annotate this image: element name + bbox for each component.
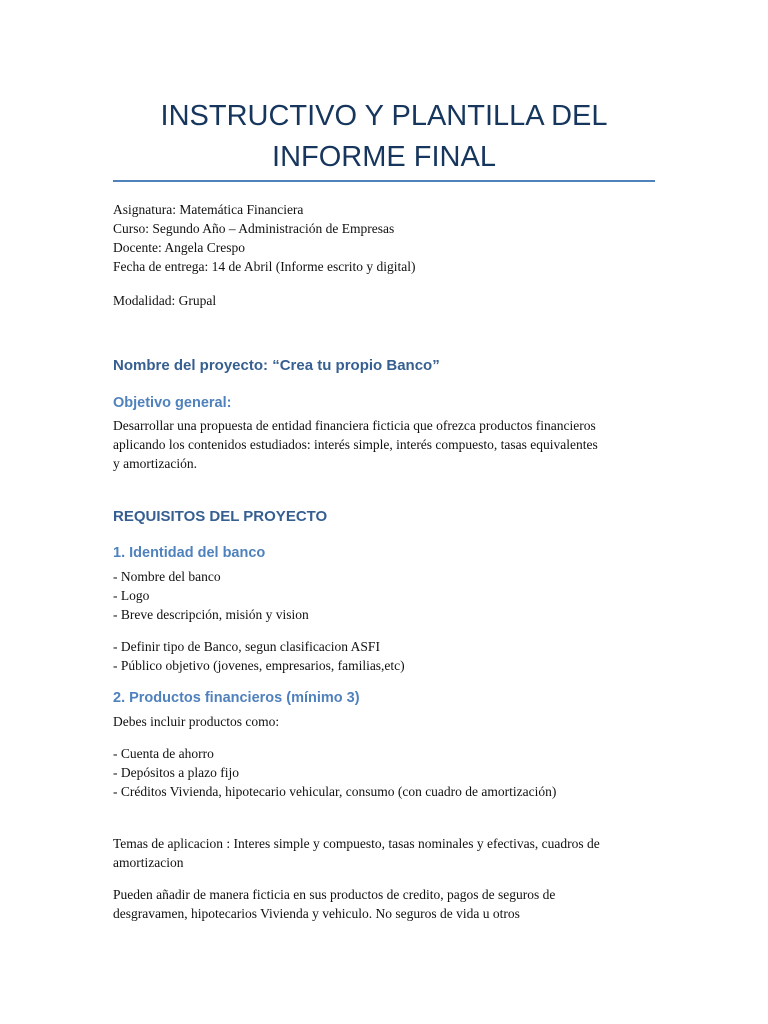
objetivo-heading: Objetivo general: [113, 395, 232, 411]
temas-line: amortizacion [113, 855, 184, 870]
seguros-paragraph [113, 885, 658, 923]
productos-intro: Debes incluir productos como: [113, 714, 280, 729]
objetivo-paragraph [113, 416, 658, 473]
modalidad-line: Modalidad: Grupal [113, 293, 217, 308]
title-line-1: INSTRUCTIVO Y PLANTILLA DEL [160, 100, 608, 132]
asignatura-line: Asignatura: Matemática Financiera [113, 202, 304, 217]
list-item: - Depósitos a plazo fijo [113, 765, 239, 780]
identidad-heading: 1. Identidad del banco [113, 545, 266, 561]
seguros-line: desgravamen, hipotecarios Vivienda y vehiculo. No seguros de vida u otros [113, 906, 520, 921]
list-item: - Logo [113, 588, 150, 603]
list-item: - Público objetivo (jovenes, empresarios, familias,etc) [113, 658, 405, 673]
list-item: - Definir tipo de Banco, segun clasificacion ASFI [113, 639, 380, 654]
list-item: - Breve descripción, misión y vision [113, 607, 309, 622]
title-line-2: INFORME FINAL [272, 141, 496, 173]
requisitos-heading: REQUISITOS DEL PROYECTO [113, 508, 328, 525]
fecha-line: Fecha de entrega: 14 de Abril (Informe escrito y digital) [113, 259, 416, 274]
objetivo-line: Desarrollar una propuesta de entidad financiera ficticia que ofrezca productos financieros [113, 418, 596, 433]
list-item: - Cuenta de ahorro [113, 746, 214, 761]
productos-list [113, 744, 658, 801]
objetivo-line: y amortización. [113, 456, 197, 471]
course-info [113, 200, 658, 276]
temas-paragraph [113, 834, 658, 872]
objetivo-line: aplicando los contenidos estudiados: interés simple, interés compuesto, tasas equivalentes [113, 437, 598, 452]
list-item: - Nombre del banco [113, 569, 221, 584]
seguros-line: Pueden añadir de manera ficticia en sus productos de credito, pagos de seguros de [113, 887, 556, 902]
project-name-heading: Nombre del proyecto: “Crea tu propio Banco” [113, 357, 440, 374]
docente-line: Docente: Angela Crespo [113, 240, 245, 255]
temas-line: Temas de aplicacion : Interes simple y compuesto, tasas nominales y efectivas, cuadros de [113, 836, 600, 851]
curso-line: Curso: Segundo Año – Administración de Empresas [113, 221, 395, 236]
list-item: - Créditos Vivienda, hipotecario vehicular, consumo (con cuadro de amortización) [113, 784, 557, 799]
document-title [113, 96, 655, 178]
identidad-list-b [113, 637, 658, 675]
identidad-list-a [113, 567, 658, 624]
productos-heading: 2. Productos financieros (mínimo 3) [113, 690, 360, 706]
title-underline [113, 180, 655, 182]
